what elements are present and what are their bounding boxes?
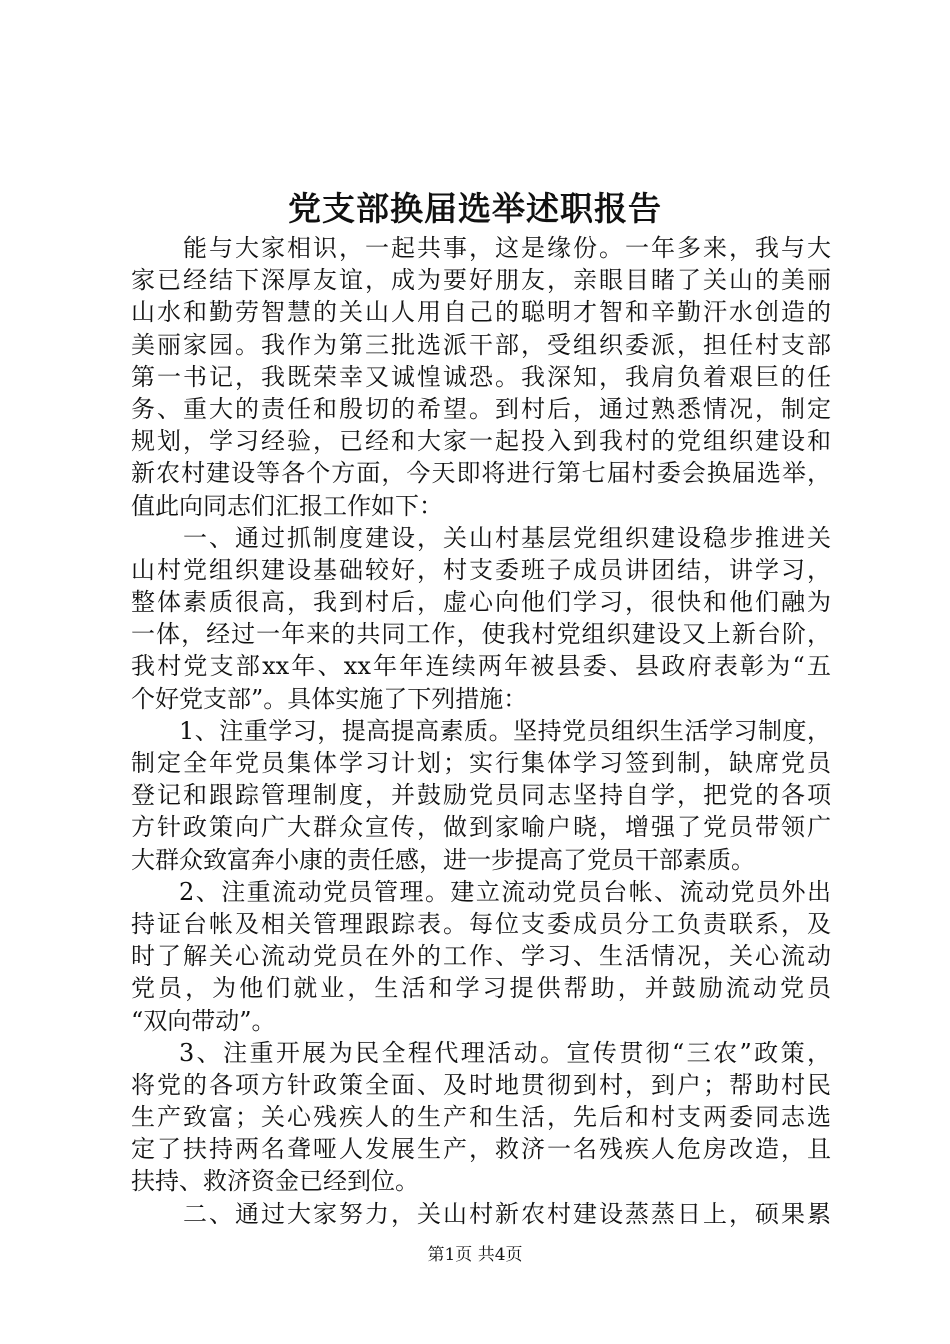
page-number-footer: 第1页 共4页 <box>427 1245 523 1265</box>
text-line: 整体素质很高，我到村后，虚心向他们学习，很快和他们融为 <box>131 588 831 617</box>
text-line: 规划，学习经验，已经和大家一起投入到我村的党组织建设和 <box>131 427 831 456</box>
text-line: 个好党支部”。具体实施了下列措施： <box>131 684 528 713</box>
text-line: 持证台帐及相关管理跟踪表。每位支委成员分工负责联系，及 <box>131 909 831 938</box>
text-line: 山水和勤劳智慧的关山人用自己的聪明才智和辛勤汗水创造的 <box>131 298 831 327</box>
text-line: 制定全年党员集体学习计划；实行集体学习签到制，缺席党员 <box>131 749 831 777</box>
text-line: 第一书记，我既荣幸又诚惶诚恐。我深知，我肩负着艰巨的任 <box>131 362 831 391</box>
text-line: 大群众致富奔小康的责任感，进一步提高了党员干部素质。 <box>131 845 755 874</box>
text-line: 务、重大的责任和殷切的希望。到村后，通过熟悉情况，制定 <box>131 394 831 423</box>
text-line: 值此向同志们汇报工作如下： <box>131 491 443 520</box>
text-line: 2、注重流动党员管理。建立流动党员台帐、流动党员外出 <box>179 877 831 906</box>
text-line: 党员，为他们就业，生活和学习提供帮助，并鼓励流动党员 <box>131 974 831 1003</box>
text-line: 我村党支部xx年、xx年年连续两年被县委、县政府表彰为“五 <box>131 652 831 681</box>
text-line: 家已经结下深厚友谊，成为要好朋友，亲眼目睹了关山的美丽 <box>131 266 831 295</box>
text-line: “双向带动”。 <box>131 1006 276 1035</box>
text-line: 山村党组织建设基础较好，村支委班子成员讲团结，讲学习， <box>131 555 831 584</box>
document-title: 党支部换届选举述职报告 <box>288 189 662 228</box>
text-line: 定了扶持两名聋哑人发展生产，救济一名残疾人危房改造，且 <box>131 1135 831 1164</box>
text-line: 一体，经过一年来的共同工作，使我村党组织建设又上新台阶， <box>131 620 831 649</box>
text-line: 能与大家相识，一起共事，这是缘份。一年多来，我与大 <box>183 234 831 262</box>
text-line: 美丽家园。我作为第三批选派干部，受组织委派，担任村支部 <box>131 330 831 359</box>
document-body <box>131 232 831 1230</box>
text-line: 时了解关心流动党员在外的工作、学习、生活情况，关心流动 <box>131 942 831 971</box>
text-line: 登记和跟踪管理制度，并鼓励党员同志坚持自学，把党的各项 <box>131 781 831 810</box>
text-line: 新农村建设等各个方面，今天即将进行第七届村委会换届选举， <box>131 459 831 488</box>
text-line: 3、注重开展为民全程代理活动。宣传贯彻“三农”政策， <box>179 1038 831 1067</box>
text-line: 1、注重学习，提高提高素质。坚持党员组织生活学习制度， <box>179 716 831 745</box>
text-line: 扶持、救济资金已经到位。 <box>131 1167 419 1196</box>
text-line: 方针政策向广大群众宣传，做到家喻户晓，增强了党员带领广 <box>131 813 831 842</box>
text-line: 生产致富；关心残疾人的生产和生活，先后和村支两委同志选 <box>131 1103 831 1132</box>
text-line: 将党的各项方针政策全面、及时地贯彻到村，到户；帮助村民 <box>131 1070 831 1099</box>
text-line: 一、通过抓制度建设，关山村基层党组织建设稳步推进关 <box>183 523 831 552</box>
text-line: 二、通过大家努力，关山村新农村建设蒸蒸日上，硕果累 <box>183 1199 831 1228</box>
